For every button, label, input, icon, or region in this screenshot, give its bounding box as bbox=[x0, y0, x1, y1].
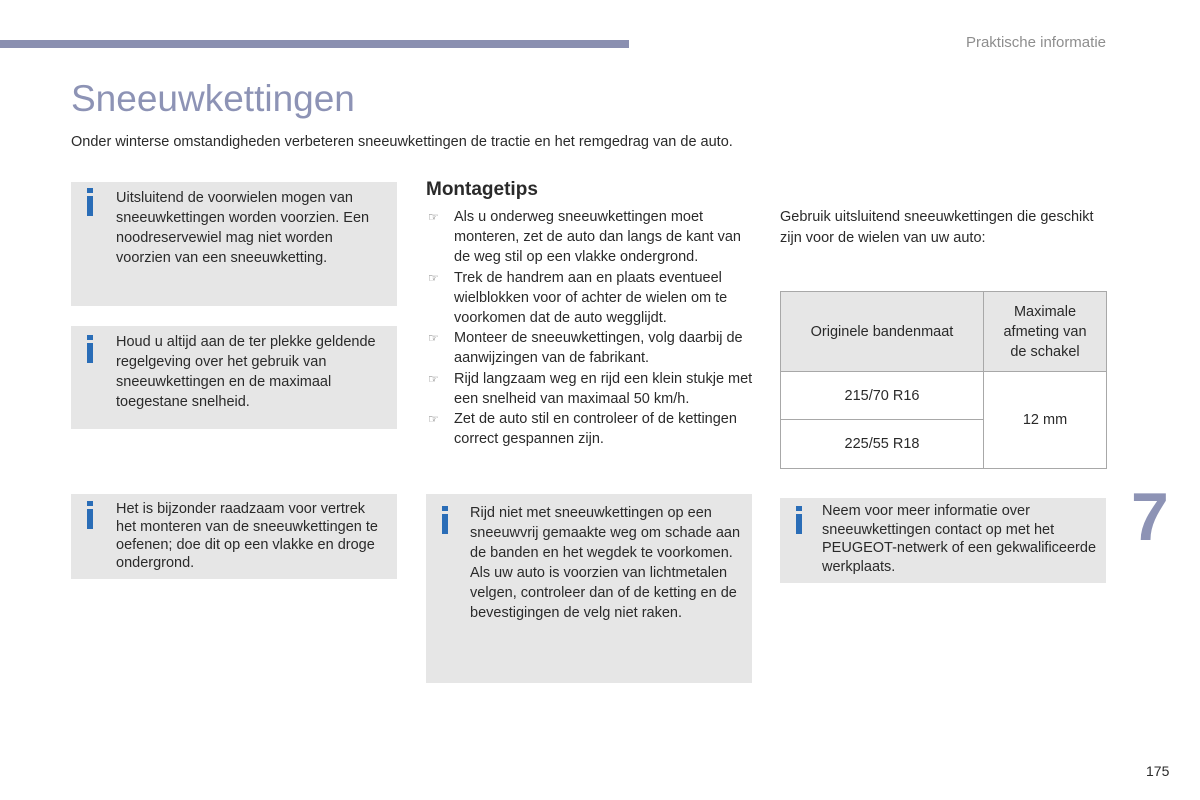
hand-pointer-icon: ☞ bbox=[428, 331, 439, 346]
table-row bbox=[781, 372, 1107, 420]
info-box-text: Houd u altijd aan de ter plekke geldende regelgeving over het gebruik van sneeuwkettingen en de maximaal toegestane snelheid. bbox=[116, 334, 376, 410]
table-header-row bbox=[781, 292, 1107, 372]
hand-pointer-icon: ☞ bbox=[428, 210, 439, 224]
table-header-cell: Maximale afmeting van de schakel bbox=[984, 292, 1107, 372]
hand-pointer-icon: ☞ bbox=[428, 412, 439, 427]
tire-size-table bbox=[780, 291, 1107, 469]
table-cell-tire-size: 225/55 R18 bbox=[781, 420, 984, 469]
list-item: ☞ Als u onderweg sneeuwkettingen moet monteren, zet de auto dan langs de kant van de weg stil op een vlakke ondergrond. bbox=[428, 209, 741, 266]
info-icon bbox=[87, 343, 93, 363]
table-header-cell: Originele bandenmaat bbox=[781, 292, 984, 372]
header-accent-bar bbox=[0, 40, 629, 48]
info-box-text: Neem voor meer informatie over sneeuwkettingen contact op met het PEUGEOT-netwerk of een gekwalificeerde werkplaats. bbox=[822, 503, 1097, 575]
montagetips-list bbox=[426, 207, 756, 449]
info-box-text: Het is bijzonder raadzaam voor vertrek het monteren van de sneeuwkettingen te oefenen; doe dit op een vlakke en droge ondergrond. bbox=[116, 501, 378, 571]
info-box-peugeot-network bbox=[780, 498, 1106, 583]
info-icon bbox=[87, 509, 93, 529]
table-cell-max-link: 12 mm bbox=[984, 372, 1107, 469]
info-box-practice bbox=[71, 494, 397, 579]
list-item: ☞ Monteer de sneeuwkettingen, volg daarbij de aanwijzingen van de fabrikant. bbox=[428, 330, 743, 367]
info-icon bbox=[87, 196, 93, 216]
montagetips-heading: Montagetips bbox=[426, 179, 538, 200]
table-cell-tire-size: 215/70 R16 bbox=[781, 372, 984, 420]
info-box-regulations bbox=[71, 326, 397, 429]
list-item: ☞ Rijd langzaam weg en rijd een klein stukje met een snelheid van maximaal 50 km/h. bbox=[428, 370, 753, 407]
info-box-front-wheels bbox=[71, 182, 397, 306]
hand-pointer-icon: ☞ bbox=[428, 270, 439, 285]
intro-paragraph: Onder winterse omstandigheden verbeteren sneeuwkettingen de tractie en het remgedrag van de auto. bbox=[71, 134, 733, 150]
info-box-road-damage bbox=[426, 494, 752, 683]
page-number: 175 bbox=[1146, 763, 1170, 779]
info-box-text: Rijd niet met sneeuwkettingen op een sneeuwvrij gemaakte weg om schade aan de banden en het wegdek te voorkomen. Als uw auto is voorzien van lichtmetalen velgen, controleer dan of de ketting en de bevestigingen de velg niet raken. bbox=[470, 505, 741, 621]
hand-pointer-icon: ☞ bbox=[428, 371, 439, 386]
page-title: Sneeuwkettingen bbox=[71, 78, 355, 119]
tire-info-intro: Gebruik uitsluitend sneeuwkettingen die geschikt zijn voor de wielen van uw auto: bbox=[780, 209, 1094, 246]
section-title: Praktische informatie bbox=[965, 34, 1106, 51]
info-box-text: Uitsluitend de voorwielen mogen van sneeuwkettingen worden voorzien. Een noodreservewiel mag niet worden voorzien van een sneeuwketting. bbox=[116, 190, 370, 266]
info-icon bbox=[796, 514, 802, 534]
list-item: ☞ Trek de handrem aan en plaats eventueel wielblokken voor of achter de wielen om te voorkomen dat de auto wegglijdt. bbox=[428, 269, 728, 327]
list-item: ☞ Zet de auto stil en controleer of de kettingen correct gespannen zijn. bbox=[428, 411, 737, 448]
chapter-number: 7 bbox=[1131, 479, 1169, 555]
info-icon bbox=[442, 514, 448, 534]
